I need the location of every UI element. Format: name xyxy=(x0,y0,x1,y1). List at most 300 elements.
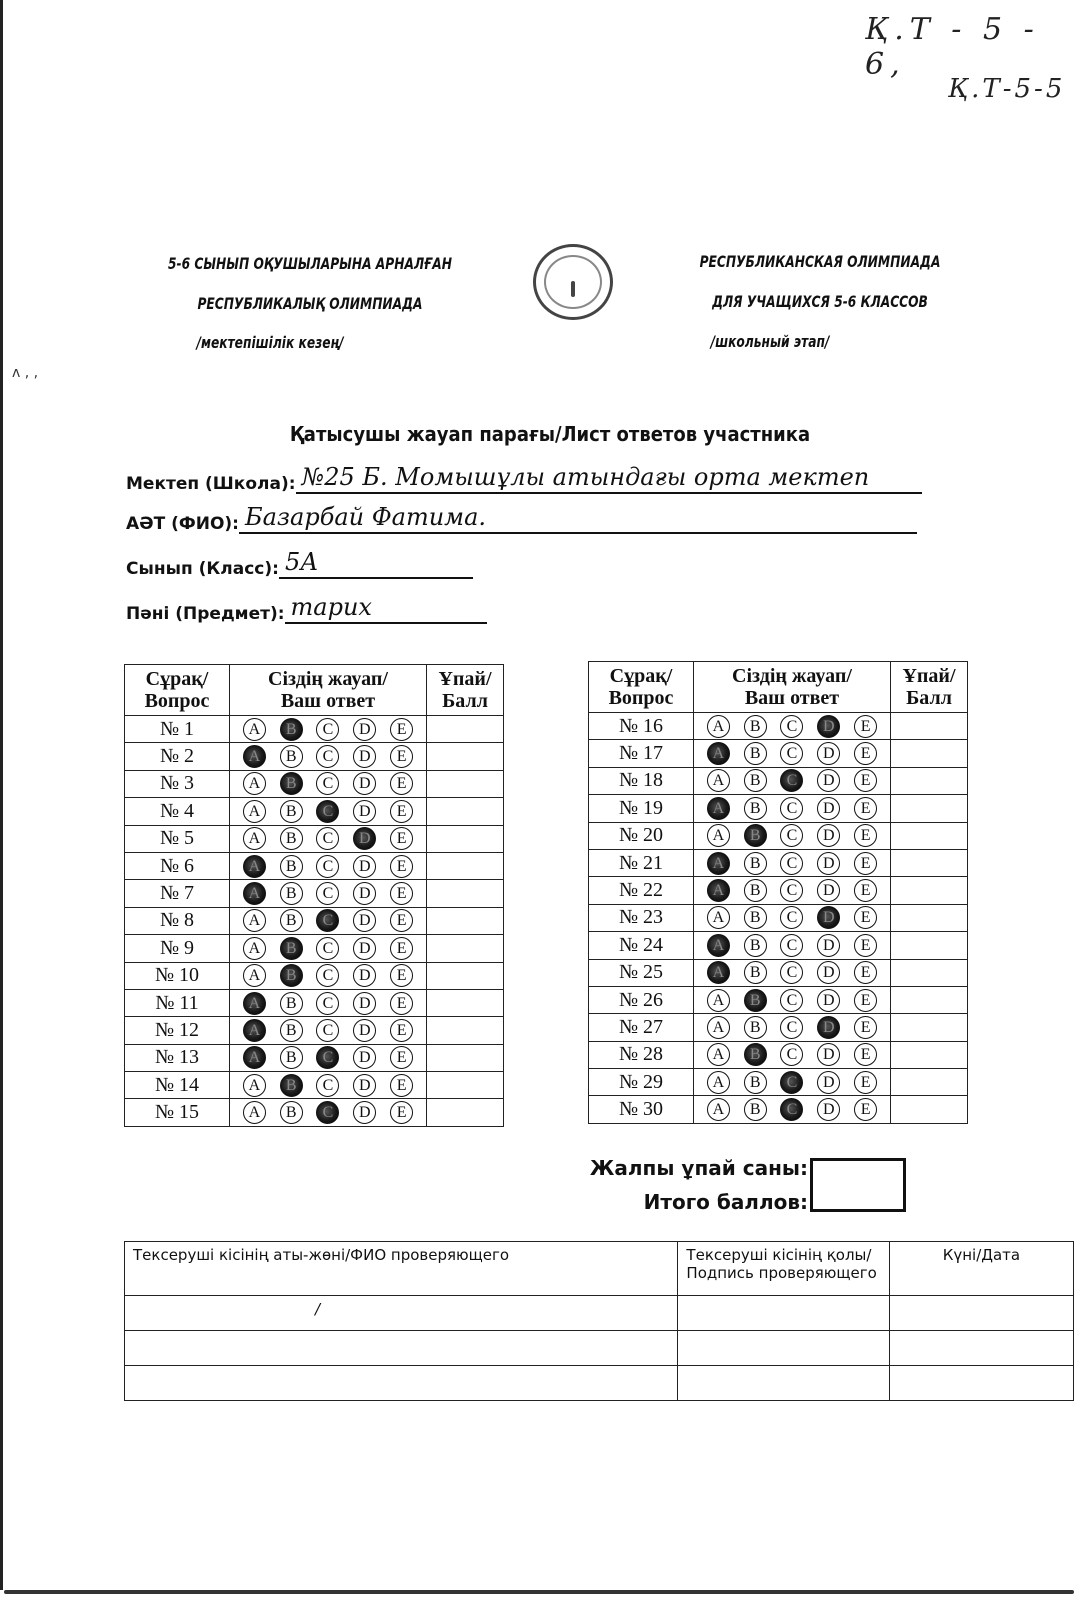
answer-bubble-e[interactable]: E xyxy=(854,1043,877,1066)
score-cell[interactable] xyxy=(891,1041,968,1068)
answer-bubble-a[interactable]: A xyxy=(243,1074,266,1097)
answer-bubble-d[interactable]: D xyxy=(817,989,840,1012)
bubble-group xyxy=(694,715,890,738)
answer-options xyxy=(230,770,427,797)
checker-signature-cell[interactable] xyxy=(678,1331,889,1366)
margin-mark: ʌ , , xyxy=(12,365,39,381)
answer-bubble-a[interactable]: A xyxy=(707,1071,730,1094)
answer-row xyxy=(125,825,504,852)
answer-bubble-b[interactable]: B xyxy=(280,882,303,905)
answer-row xyxy=(125,880,504,907)
answer-bubble-a[interactable]: A xyxy=(707,989,730,1012)
answer-bubble-b[interactable]: B xyxy=(280,745,303,768)
answer-bubble-d[interactable]: D xyxy=(817,906,840,929)
answer-bubble-c[interactable]: C xyxy=(316,909,339,932)
answer-row xyxy=(589,822,968,849)
answer-bubble-c[interactable]: C xyxy=(316,937,339,960)
bubble-group xyxy=(230,1019,426,1042)
answer-bubble-d[interactable]: D xyxy=(817,715,840,738)
score-cell[interactable] xyxy=(891,849,968,876)
score-cell[interactable] xyxy=(891,904,968,931)
answer-bubble-e[interactable]: E xyxy=(390,909,413,932)
answer-bubble-c[interactable]: C xyxy=(316,718,339,741)
answer-bubble-a[interactable]: A xyxy=(243,992,266,1015)
bubble-group xyxy=(230,1074,426,1097)
answer-bubble-c[interactable]: C xyxy=(780,1071,803,1094)
subject-label: Пәні (Предмет): xyxy=(126,604,285,624)
fio-label: АӘТ (ФИО): xyxy=(126,514,239,534)
answer-options xyxy=(230,1099,427,1126)
answer-options xyxy=(230,1072,427,1099)
answer-row xyxy=(589,795,968,822)
answer-row xyxy=(125,716,504,743)
question-number: № 23 xyxy=(589,904,694,931)
score-cell[interactable] xyxy=(891,795,968,822)
answer-bubble-e[interactable]: E xyxy=(854,852,877,875)
answer-bubble-d[interactable]: D xyxy=(353,718,376,741)
answer-bubble-b[interactable]: B xyxy=(280,800,303,823)
bubble-group xyxy=(694,989,890,1012)
answer-bubble-a[interactable]: A xyxy=(243,964,266,987)
answer-row xyxy=(589,904,968,931)
answer-bubble-b[interactable]: B xyxy=(744,742,767,765)
answer-row xyxy=(589,713,968,740)
score-cell[interactable] xyxy=(891,822,968,849)
checker-name-cell[interactable] xyxy=(125,1331,678,1366)
answer-bubble-e[interactable]: E xyxy=(390,937,413,960)
answer-bubble-a[interactable]: A xyxy=(707,797,730,820)
answer-bubble-e[interactable]: E xyxy=(390,800,413,823)
answer-options xyxy=(230,716,427,743)
header-left-line-3: /мектепішілік кезең/ xyxy=(196,333,344,352)
question-number: № 22 xyxy=(589,877,694,904)
bubble-group xyxy=(694,1098,890,1121)
answer-bubble-d[interactable]: D xyxy=(817,742,840,765)
scan-left-edge xyxy=(0,0,3,1590)
handwritten-code-1: Қ.Т - 5 - 6, xyxy=(865,12,1040,82)
answer-options xyxy=(694,1041,891,1068)
answer-bubble-a[interactable]: A xyxy=(707,879,730,902)
answer-bubble-a[interactable]: A xyxy=(243,800,266,823)
score-cell[interactable] xyxy=(427,743,504,770)
score-cell[interactable] xyxy=(427,798,504,825)
scan-bottom-edge xyxy=(4,1590,1074,1594)
question-number: № 12 xyxy=(125,1017,230,1044)
answer-bubble-a[interactable]: A xyxy=(243,772,266,795)
answer-bubble-e[interactable]: E xyxy=(390,827,413,850)
answer-row xyxy=(125,798,504,825)
answer-bubble-e[interactable]: E xyxy=(854,715,877,738)
answer-options xyxy=(230,1044,427,1071)
question-number: № 3 xyxy=(125,770,230,797)
answer-bubble-b[interactable]: B xyxy=(744,797,767,820)
answer-bubble-e[interactable]: E xyxy=(390,964,413,987)
answer-bubble-b[interactable]: B xyxy=(744,906,767,929)
header-answer: Сіздің жауап/ Ваш ответ xyxy=(230,665,427,716)
answer-bubble-b[interactable]: B xyxy=(280,1046,303,1069)
answer-bubble-d[interactable]: D xyxy=(353,745,376,768)
answer-row xyxy=(589,932,968,959)
answer-bubble-b[interactable]: B xyxy=(744,1071,767,1094)
answer-bubble-a[interactable]: A xyxy=(243,937,266,960)
bubble-group xyxy=(694,1043,890,1066)
score-cell[interactable] xyxy=(427,1099,504,1126)
answer-bubble-e[interactable]: E xyxy=(854,989,877,1012)
school-field xyxy=(126,462,922,494)
checker-row xyxy=(125,1366,1074,1401)
bubble-group xyxy=(694,961,890,984)
answer-bubble-d[interactable]: D xyxy=(817,1098,840,1121)
answer-bubble-c[interactable]: C xyxy=(316,827,339,850)
answer-bubble-c[interactable]: C xyxy=(316,1046,339,1069)
bubble-group xyxy=(230,855,426,878)
header-question: Сұрақ/ Вопрос xyxy=(589,662,694,713)
answer-bubble-a[interactable]: A xyxy=(707,742,730,765)
checker-date-cell[interactable] xyxy=(889,1331,1073,1366)
answer-bubble-e[interactable]: E xyxy=(854,742,877,765)
answer-options xyxy=(694,822,891,849)
answer-bubble-b[interactable]: B xyxy=(280,964,303,987)
header-right-line-3: /школьный этап/ xyxy=(710,332,830,351)
answer-bubble-a[interactable]: A xyxy=(707,1098,730,1121)
answer-bubble-c[interactable]: C xyxy=(780,715,803,738)
answer-bubble-c[interactable]: C xyxy=(780,742,803,765)
answer-bubble-c[interactable]: C xyxy=(316,1101,339,1124)
answer-bubble-e[interactable]: E xyxy=(390,882,413,905)
score-cell[interactable] xyxy=(427,880,504,907)
answer-bubble-e[interactable]: E xyxy=(390,772,413,795)
answer-bubble-e[interactable]: E xyxy=(854,824,877,847)
answer-bubble-d[interactable]: D xyxy=(353,1019,376,1042)
olympiad-emblem-icon xyxy=(533,244,613,320)
answer-bubble-c[interactable]: C xyxy=(780,961,803,984)
answer-bubble-d[interactable]: D xyxy=(817,1043,840,1066)
bubble-group xyxy=(230,718,426,741)
answer-bubble-b[interactable]: B xyxy=(280,992,303,1015)
question-number: № 26 xyxy=(589,986,694,1013)
answer-bubble-e[interactable]: E xyxy=(390,718,413,741)
checker-row xyxy=(125,1296,1074,1331)
answer-bubble-d[interactable]: D xyxy=(817,934,840,957)
answer-bubble-d[interactable]: D xyxy=(353,937,376,960)
answer-bubble-a[interactable]: A xyxy=(243,882,266,905)
score-cell[interactable] xyxy=(427,716,504,743)
answer-bubble-d[interactable]: D xyxy=(817,769,840,792)
total-score-box[interactable] xyxy=(810,1158,906,1212)
answer-bubble-b[interactable]: B xyxy=(744,1043,767,1066)
question-number: № 16 xyxy=(589,713,694,740)
answer-options xyxy=(230,907,427,934)
answer-options xyxy=(694,795,891,822)
score-cell[interactable] xyxy=(891,877,968,904)
school-label: Мектеп (Школа): xyxy=(126,474,296,494)
answer-options xyxy=(694,849,891,876)
answer-bubble-b[interactable]: B xyxy=(744,934,767,957)
answer-bubble-e[interactable]: E xyxy=(854,797,877,820)
checker-name-cell[interactable] xyxy=(125,1366,678,1401)
answer-bubble-e[interactable]: E xyxy=(854,1071,877,1094)
answer-row xyxy=(589,740,968,767)
answer-bubble-c[interactable]: C xyxy=(316,992,339,1015)
score-cell[interactable] xyxy=(427,1044,504,1071)
answer-bubble-a[interactable]: A xyxy=(707,906,730,929)
answer-bubble-d[interactable]: D xyxy=(817,961,840,984)
question-number: № 24 xyxy=(589,932,694,959)
answer-bubble-e[interactable]: E xyxy=(854,879,877,902)
score-cell[interactable] xyxy=(427,770,504,797)
bubble-group xyxy=(694,824,890,847)
answer-bubble-a[interactable]: A xyxy=(243,855,266,878)
answer-bubble-e[interactable]: E xyxy=(390,745,413,768)
answer-bubble-d[interactable]: D xyxy=(817,797,840,820)
score-cell[interactable] xyxy=(891,713,968,740)
answer-bubble-c[interactable]: C xyxy=(316,964,339,987)
score-cell[interactable] xyxy=(891,1014,968,1041)
answer-bubble-c[interactable]: C xyxy=(780,1098,803,1121)
bubble-group xyxy=(230,1046,426,1069)
answer-options xyxy=(230,798,427,825)
answer-bubble-c[interactable]: C xyxy=(316,882,339,905)
class-label: Сынып (Класс): xyxy=(126,559,279,579)
answer-bubble-d[interactable]: D xyxy=(353,855,376,878)
answer-bubble-c[interactable]: C xyxy=(316,772,339,795)
score-cell[interactable] xyxy=(427,962,504,989)
answer-bubble-a[interactable]: A xyxy=(707,824,730,847)
answer-bubble-b[interactable]: B xyxy=(744,852,767,875)
question-number: № 27 xyxy=(589,1014,694,1041)
answer-bubble-d[interactable]: D xyxy=(353,964,376,987)
answer-row xyxy=(589,1014,968,1041)
answer-bubble-d[interactable]: D xyxy=(353,800,376,823)
answer-bubble-b[interactable]: B xyxy=(280,772,303,795)
answer-bubble-e[interactable]: E xyxy=(854,961,877,984)
answer-table-right xyxy=(588,661,968,1124)
bubble-group xyxy=(694,1071,890,1094)
score-cell[interactable] xyxy=(891,1096,968,1123)
question-number: № 25 xyxy=(589,959,694,986)
answer-row xyxy=(589,767,968,794)
sheet-title: Қатысушы жауап парағы/Лист ответов участника xyxy=(289,422,811,446)
answer-bubble-c[interactable]: C xyxy=(780,989,803,1012)
answer-bubble-d[interactable]: D xyxy=(817,1071,840,1094)
answer-bubble-c[interactable]: C xyxy=(780,934,803,957)
answer-bubble-e[interactable]: E xyxy=(390,1019,413,1042)
bubble-group xyxy=(230,909,426,932)
answer-row xyxy=(589,1041,968,1068)
answer-options xyxy=(694,1014,891,1041)
bubble-group xyxy=(230,772,426,795)
answer-bubble-e[interactable]: E xyxy=(390,855,413,878)
class-input[interactable]: 5А xyxy=(279,547,473,579)
score-cell[interactable] xyxy=(891,932,968,959)
bubble-group xyxy=(694,769,890,792)
answer-options xyxy=(694,1069,891,1096)
answer-bubble-d[interactable]: D xyxy=(817,1016,840,1039)
question-number: № 10 xyxy=(125,962,230,989)
answer-bubble-b[interactable]: B xyxy=(744,715,767,738)
score-cell[interactable] xyxy=(427,852,504,879)
answer-bubble-d[interactable]: D xyxy=(353,827,376,850)
answer-bubble-c[interactable]: C xyxy=(316,855,339,878)
answer-bubble-c[interactable]: C xyxy=(316,1074,339,1097)
answer-row xyxy=(589,959,968,986)
total-label-kk: Жалпы ұпай саны: xyxy=(589,1156,808,1180)
answer-bubble-a[interactable]: A xyxy=(243,827,266,850)
question-number: № 11 xyxy=(125,989,230,1016)
answer-bubble-d[interactable]: D xyxy=(817,852,840,875)
answer-bubble-e[interactable]: E xyxy=(390,1101,413,1124)
answer-bubble-a[interactable]: A xyxy=(707,934,730,957)
question-number: № 5 xyxy=(125,825,230,852)
answer-bubble-c[interactable]: C xyxy=(780,852,803,875)
answer-bubble-e[interactable]: E xyxy=(854,769,877,792)
checker-signature-cell[interactable] xyxy=(678,1366,889,1401)
question-number: № 8 xyxy=(125,907,230,934)
answer-bubble-e[interactable]: E xyxy=(854,906,877,929)
answer-bubble-c[interactable]: C xyxy=(780,1043,803,1066)
answer-bubble-a[interactable]: A xyxy=(707,1043,730,1066)
answer-row xyxy=(589,1069,968,1096)
answer-bubble-b[interactable]: B xyxy=(744,824,767,847)
answer-bubble-c[interactable]: C xyxy=(316,745,339,768)
score-cell[interactable] xyxy=(427,907,504,934)
answer-bubble-b[interactable]: B xyxy=(744,1016,767,1039)
checker-date-header: Күні/Дата xyxy=(889,1242,1073,1296)
bubble-group xyxy=(694,852,890,875)
answer-bubble-e[interactable]: E xyxy=(854,1016,877,1039)
checker-date-cell[interactable] xyxy=(889,1366,1073,1401)
answer-bubble-b[interactable]: B xyxy=(744,989,767,1012)
subject-input[interactable]: тарих xyxy=(285,592,487,624)
total-label-ru: Итого баллов: xyxy=(643,1190,808,1214)
answer-bubble-a[interactable]: A xyxy=(707,961,730,984)
answer-bubble-b[interactable]: B xyxy=(744,769,767,792)
answer-bubble-b[interactable]: B xyxy=(280,855,303,878)
answer-bubble-b[interactable]: B xyxy=(280,1101,303,1124)
answer-bubble-a[interactable]: A xyxy=(243,718,266,741)
answer-bubble-a[interactable]: A xyxy=(707,769,730,792)
answer-bubble-a[interactable]: A xyxy=(243,1019,266,1042)
school-input[interactable]: №25 Б. Момышұлы атындағы орта мектеп xyxy=(296,462,922,494)
answer-bubble-b[interactable]: B xyxy=(280,937,303,960)
answer-bubble-c[interactable]: C xyxy=(780,879,803,902)
answer-bubble-d[interactable]: D xyxy=(353,909,376,932)
answer-options xyxy=(230,989,427,1016)
checker-signature-cell[interactable] xyxy=(678,1296,889,1331)
answer-bubble-b[interactable]: B xyxy=(280,718,303,741)
answer-bubble-d[interactable]: D xyxy=(353,1101,376,1124)
answer-row xyxy=(125,1044,504,1071)
answer-bubble-c[interactable]: C xyxy=(316,800,339,823)
answer-bubble-a[interactable]: A xyxy=(243,909,266,932)
answer-bubble-e[interactable]: E xyxy=(390,1046,413,1069)
answer-bubble-e[interactable]: E xyxy=(854,934,877,957)
bubble-group xyxy=(230,882,426,905)
question-number: № 29 xyxy=(589,1069,694,1096)
answer-bubble-c[interactable]: C xyxy=(780,769,803,792)
answer-options xyxy=(694,740,891,767)
answer-bubble-b[interactable]: B xyxy=(744,961,767,984)
question-number: № 13 xyxy=(125,1044,230,1071)
answer-row xyxy=(589,1096,968,1123)
answer-bubble-d[interactable]: D xyxy=(353,992,376,1015)
score-cell[interactable] xyxy=(891,986,968,1013)
answer-options xyxy=(230,880,427,907)
answer-bubble-b[interactable]: B xyxy=(280,827,303,850)
score-cell[interactable] xyxy=(891,1069,968,1096)
answer-bubble-b[interactable]: B xyxy=(280,1074,303,1097)
answer-bubble-a[interactable]: A xyxy=(243,745,266,768)
answer-bubble-d[interactable]: D xyxy=(353,882,376,905)
answer-bubble-b[interactable]: B xyxy=(744,1098,767,1121)
answer-bubble-a[interactable]: A xyxy=(707,852,730,875)
answer-bubble-a[interactable]: A xyxy=(707,715,730,738)
answer-bubble-c[interactable]: C xyxy=(780,824,803,847)
answer-bubble-e[interactable]: E xyxy=(390,1074,413,1097)
answer-bubble-c[interactable]: C xyxy=(780,797,803,820)
fio-input[interactable]: Базарбай Фатима. xyxy=(239,502,917,534)
emblem-needle xyxy=(571,281,575,297)
answer-bubble-e[interactable]: E xyxy=(854,1098,877,1121)
bubble-group xyxy=(694,1016,890,1039)
checker-signature-header: Тексеруші кісінің қолы/ Подпись проверяющего xyxy=(678,1242,889,1296)
answer-bubble-d[interactable]: D xyxy=(353,1074,376,1097)
bubble-group xyxy=(694,742,890,765)
header-left-line-2: РЕСПУБЛИКАЛЫҚ ОЛИМПИАДА xyxy=(197,294,423,313)
score-cell[interactable] xyxy=(427,825,504,852)
score-cell[interactable] xyxy=(427,935,504,962)
answer-bubble-d[interactable]: D xyxy=(353,772,376,795)
question-number: № 18 xyxy=(589,767,694,794)
answer-bubble-b[interactable]: B xyxy=(744,879,767,902)
score-cell[interactable] xyxy=(427,1072,504,1099)
answer-options xyxy=(694,932,891,959)
answer-options xyxy=(694,767,891,794)
answer-bubble-d[interactable]: D xyxy=(817,824,840,847)
answer-row xyxy=(125,743,504,770)
answer-row xyxy=(125,935,504,962)
checker-name-cell[interactable]: / xyxy=(125,1296,678,1331)
answer-row xyxy=(125,852,504,879)
answer-bubble-b[interactable]: B xyxy=(280,909,303,932)
score-cell[interactable] xyxy=(427,989,504,1016)
fio-field xyxy=(126,502,917,534)
question-number: № 20 xyxy=(589,822,694,849)
answer-bubble-e[interactable]: E xyxy=(390,992,413,1015)
question-number: № 1 xyxy=(125,716,230,743)
answer-table-left xyxy=(124,664,504,1127)
bubble-group xyxy=(230,800,426,823)
score-cell[interactable] xyxy=(891,740,968,767)
checker-date-cell[interactable] xyxy=(889,1296,1073,1331)
answer-bubble-c[interactable]: C xyxy=(316,1019,339,1042)
answer-bubble-d[interactable]: D xyxy=(817,879,840,902)
answer-bubble-a[interactable]: A xyxy=(243,1046,266,1069)
score-cell[interactable] xyxy=(891,767,968,794)
bubble-group xyxy=(230,1101,426,1124)
answer-bubble-b[interactable]: B xyxy=(280,1019,303,1042)
answer-row xyxy=(125,770,504,797)
answer-bubble-c[interactable]: C xyxy=(780,1016,803,1039)
score-cell[interactable] xyxy=(427,1017,504,1044)
bubble-group xyxy=(694,934,890,957)
answer-bubble-c[interactable]: C xyxy=(780,906,803,929)
checker-name-header: Тексеруші кісінің аты-жөні/ФИО проверяющего xyxy=(125,1242,678,1296)
answer-bubble-a[interactable]: A xyxy=(243,1101,266,1124)
answer-bubble-d[interactable]: D xyxy=(353,1046,376,1069)
score-cell[interactable] xyxy=(891,959,968,986)
answer-bubble-a[interactable]: A xyxy=(707,1016,730,1039)
